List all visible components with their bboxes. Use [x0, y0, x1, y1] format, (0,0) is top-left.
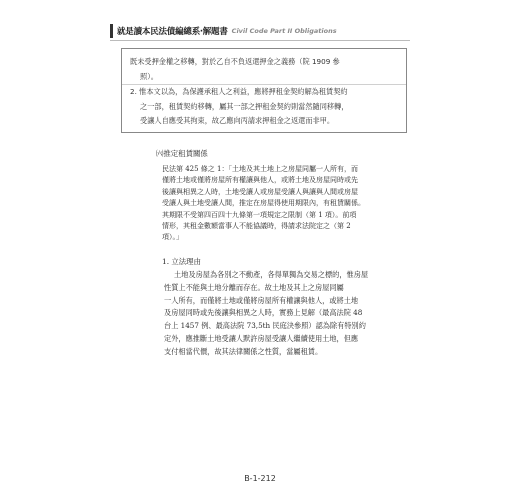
- quote-line: 項）。」: [162, 233, 183, 242]
- reason-line: 定外，應推斷土地受讓人默許房屋受讓人繼續使用土地，但應: [164, 333, 359, 343]
- note-line: 之一部，租賃契約移轉，屬其一部之押租金契約則當然隨同移轉，: [140, 101, 349, 111]
- note-box: [121, 48, 407, 133]
- running-header: [110, 23, 410, 39]
- note-line: 既未受押金權之移轉，對於乙自不負返還押金之義務（院 1909 參: [130, 57, 340, 66]
- note-line: 受讓人自應受其拘束，故乙應向丙請求押租金之返還而非甲。: [140, 116, 335, 125]
- header-divider: [110, 40, 410, 41]
- statute-quote: [162, 164, 417, 244]
- section-title: ㈥推定租賃關係: [156, 149, 208, 158]
- subsection-title: 1. 立法理由: [162, 257, 201, 266]
- quote-line: 僅將土地或僅將房屋所有權讓與他人，或將土地及房屋同時或先: [162, 176, 358, 185]
- note-line: 2. 惟本文以為，為保護承租人之利益，應將押租金契約解為租賃契約: [130, 87, 348, 96]
- book-subtitle: Civil Code Part II Obligations: [231, 27, 337, 35]
- book-title: 就是讀本民法債編總系‧解題書: [117, 27, 228, 37]
- legislative-reason: [162, 269, 417, 359]
- quote-line: 情形，其租金數額當事人不能協議時，得請求法院定之（第 2: [162, 222, 351, 231]
- reason-line: 支付相當代價，故其法律關係之性質，當屬租賃。: [164, 346, 323, 356]
- page-number: B-1-212: [244, 474, 276, 483]
- reason-line: 台上 1457 例、最高法院 73,5th 民庭決參照）認為除有特別約: [164, 321, 366, 331]
- reason-line: 土地及房屋為各別之不動產，各得單獨為交易之標的，惟房屋: [174, 270, 369, 279]
- reason-line: 性質上不能與土地分離而存在。故土地及其上之房屋同屬: [164, 282, 344, 292]
- quote-line: 受讓人與土地受讓人間，推定在房屋得使用期限內，有租賃關係。: [162, 199, 365, 208]
- quote-line: 後讓與相異之人時，土地受讓人或房屋受讓人與讓與人間或房屋: [162, 187, 358, 196]
- note-line: 照）。: [140, 71, 158, 81]
- quote-line: 其期限不受第四百四十九條第一項規定之限制（第 1 項）。前項: [162, 210, 357, 219]
- reason-line: 一人所有，而僅將土地或僅將房屋所有權讓與他人，或將土地: [164, 295, 359, 305]
- reason-line: 及房屋同時或先後讓與相異之人時，實務上見解（最高法院 48: [164, 308, 363, 318]
- header-marker: [110, 24, 113, 38]
- quote-line: 民法第 425 條之 1：「土地及其土地上之房屋同屬一人所有，而: [162, 165, 358, 173]
